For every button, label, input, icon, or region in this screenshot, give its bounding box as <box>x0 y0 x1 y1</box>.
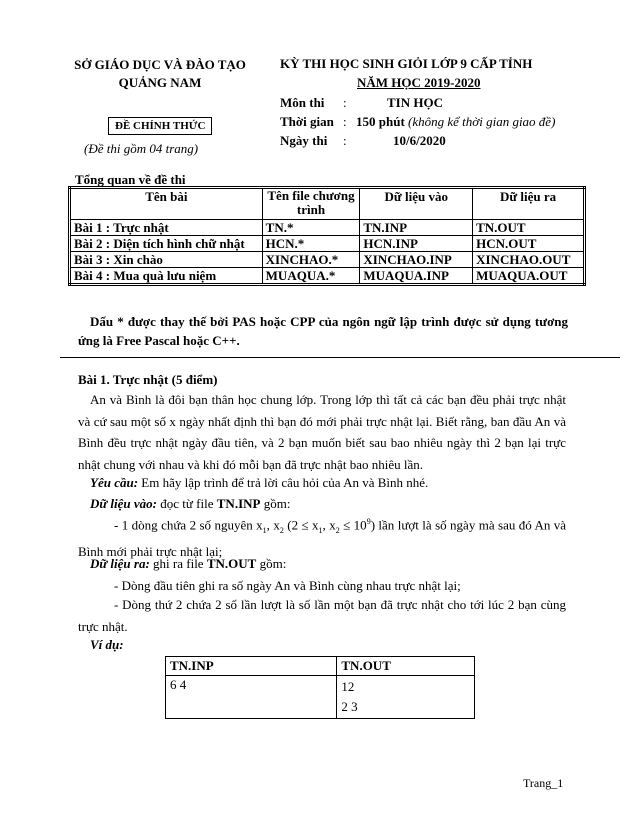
department-name: SỞ GIÁO DỤC VÀ ĐÀO TẠO <box>74 57 246 72</box>
page-number: Trang_1 <box>523 776 564 790</box>
input-line-start: - 1 dòng chứa 2 số nguyên x <box>114 517 263 533</box>
table-header: Tên file chương trình <box>262 188 360 220</box>
output-label: Dữ liệu ra: <box>90 556 150 571</box>
input-text-post: gồm: <box>263 496 291 511</box>
output-line-2: - Dòng thứ 2 chứa 2 số lần lượt là số lần một bạn đã trực nhật cho tới lúc 2 bạn cùng trực nhật. <box>78 597 566 634</box>
requirement-label: Yêu cầu: <box>90 475 139 490</box>
time-note: (không kể thời gian giao đề) <box>408 114 556 129</box>
subject-label: Môn thi <box>280 95 325 110</box>
school-year: NĂM HỌC 2019-2020 <box>357 75 481 90</box>
requirement-line <box>90 475 428 491</box>
table-cell: MUAQUA.* <box>262 268 360 285</box>
input-file-name: TN.INP <box>216 496 261 511</box>
overview-title: Tổng quan về đề thi <box>75 172 186 187</box>
time-label: Thời gian <box>280 114 334 129</box>
table-header: Dữ liệu ra <box>473 188 585 220</box>
date-label: Ngày thi <box>280 133 328 148</box>
table-cell: Bài 3 : Xin chào <box>70 252 263 268</box>
table-cell: XINCHAO.OUT <box>473 252 585 268</box>
table-cell: Bài 2 : Diện tích hình chữ nhật <box>70 236 263 252</box>
example-output-line: 2 3 <box>341 699 358 714</box>
requirement-text: Em hãy lập trình để trả lời câu hỏi của An và Bình nhé. <box>141 475 429 490</box>
table-cell: TN.INP <box>360 220 473 236</box>
subject-value: TIN HỌC <box>387 95 443 110</box>
table-cell: HCN.INP <box>360 236 473 252</box>
divider <box>60 357 620 358</box>
table-row <box>166 676 475 719</box>
example-table <box>165 656 475 719</box>
problem-intro: An và Bình là đôi bạn thân học chung lớp. Trong lớp thì tất cả các bạn đều phải trực nhật và cứ sau một số x ngày nhất định thì bạn đó mới phải trực nhật lại. Biết rằng, ban đầu An và Bình đều trực nhật ngày đầu tiên, và 2 bạn muốn biết sau bao nhiêu ngày thì 2 bạn lại trực nhật chung với nhau và khi đó mỗi bạn đã trực nhật bao nhiêu lần. <box>78 392 566 472</box>
table-row <box>70 220 585 236</box>
table-header: Dữ liệu vào <box>360 188 473 220</box>
output-file-name: TN.OUT <box>206 556 257 571</box>
colon: : <box>343 133 347 148</box>
official-exam-label: ĐỀ CHÍNH THỨC <box>108 117 212 135</box>
table-header-row <box>166 657 475 676</box>
colon: : <box>343 114 347 129</box>
table-cell: TN.OUT <box>473 220 585 236</box>
example-input: 6 4 <box>166 676 337 719</box>
table-cell: Bài 4 : Mua quà lưu niệm <box>70 268 263 285</box>
input-text: đọc từ file <box>160 496 214 511</box>
exam-title: KỲ THI HỌC SINH GIỎI LỚP 9 CẤP TỈNH <box>280 56 533 71</box>
table-row <box>70 268 585 285</box>
overview-table <box>68 186 586 286</box>
input-line-end: ) lần lượt là số ngày mà sau đó An và Bình mới phải trực nhật lại; <box>78 517 567 560</box>
output-line-1: - Dòng đầu tiên ghi ra số ngày An và Bình cùng nhau trực nhật lại; <box>114 578 461 593</box>
time-value: 150 phút <box>356 114 405 129</box>
province-name: QUẢNG NAM <box>118 75 202 90</box>
output-text: ghi ra file <box>153 556 204 571</box>
table-cell: XINCHAO.* <box>262 252 360 268</box>
example-label: Ví dụ: <box>90 637 124 652</box>
example-output <box>337 676 475 719</box>
input-label: Dữ liệu vào: <box>90 496 157 511</box>
table-row <box>70 252 585 268</box>
table-header-row <box>70 188 585 220</box>
table-cell: TN.* <box>262 220 360 236</box>
table-header: TN.INP <box>166 657 337 676</box>
colon: : <box>343 95 347 110</box>
output-text-post: gồm: <box>259 556 287 571</box>
table-cell: HCN.* <box>262 236 360 252</box>
table-cell: MUAQUA.INP <box>360 268 473 285</box>
table-cell: Bài 1 : Trực nhật <box>70 220 263 236</box>
language-note: Dấu * được thay thế bởi PAS hoặc CPP của ngôn ngữ lập trình được sử dụng tương ứng là Free Pascal hoặc C++. <box>78 314 568 348</box>
table-cell: HCN.OUT <box>473 236 585 252</box>
input-description: - 1 dòng chứa 2 số nguyên $x_1$, $x_2$ ($2 \le x_1$, $x_2 \le 10^9$) lần lượt là số ngày mà sau đó An và Bình mới phải trực nhật lại; <box>78 517 567 560</box>
table-row <box>70 236 585 252</box>
problem-title: Bài 1. Trực nhật (5 điểm) <box>78 372 218 387</box>
date-value: 10/6/2020 <box>393 133 446 148</box>
table-cell: MUAQUA.OUT <box>473 268 585 285</box>
pages-note: (Đề thi gồm 04 trang) <box>84 141 199 156</box>
table-cell: XINCHAO.INP <box>360 252 473 268</box>
table-header: TN.OUT <box>337 657 475 676</box>
example-output-line: 12 <box>341 679 355 694</box>
table-header: Tên bài <box>70 188 263 220</box>
input-heading <box>90 496 290 512</box>
output-heading <box>90 556 286 572</box>
